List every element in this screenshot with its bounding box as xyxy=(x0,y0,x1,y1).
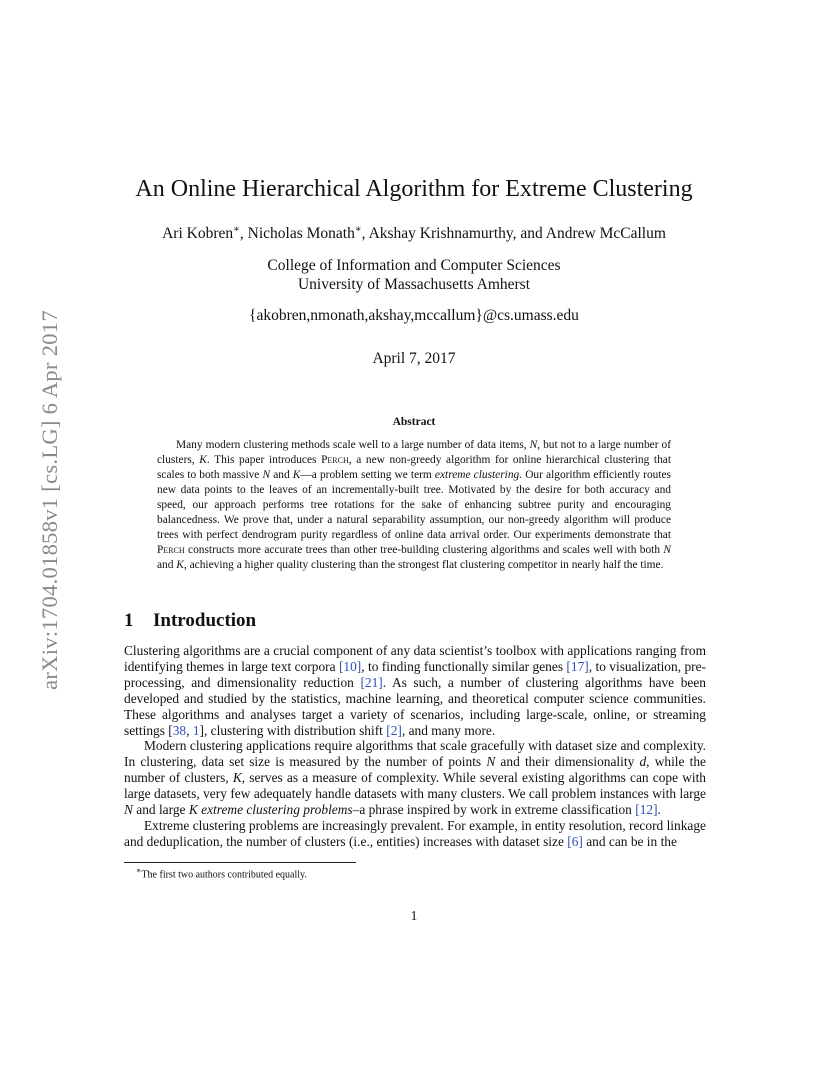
author-name: , Akshay Krishnamurthy, and Andrew McCallum xyxy=(361,225,666,243)
footnote-text: The first two authors contributed equally. xyxy=(141,869,307,881)
footnote-mark: ∗ xyxy=(136,866,142,875)
footnote xyxy=(136,866,307,880)
body-paragraph: Modern clustering applications require algorithms that scale gracefully with dataset size and complexity. In clustering, data set size is measured by the number of points N and their dimensionality d, while the number of clusters, K, serves as a measure of complexity. While several existing algorithms can cope with large datasets, very few adequately handle datasets with many clusters. We call problem instances with large N and large K extreme clustering problems–a phrase inspired by work in extreme classification [12]. xyxy=(124,738,707,818)
body-paragraph: Extreme clustering problems are increasingly prevalent. For example, in entity resolution, record linkage and deduplication, the number of clusters (i.e., entities) increases with dataset size [6] and can be in the xyxy=(124,817,706,849)
affiliation-line: University of Massachusetts Amherst xyxy=(297,276,531,293)
affiliation-line: College of Information and Computer Sciences xyxy=(267,257,561,274)
paper-date: April 7, 2017 xyxy=(372,350,456,367)
section-title: Introduction xyxy=(153,610,257,631)
section-number: 1 xyxy=(124,610,134,631)
citation-link[interactable]: [10] xyxy=(338,658,362,674)
emphasis: extreme clustering problems xyxy=(201,802,353,818)
page-number: 1 xyxy=(410,908,418,923)
author-name: Ari Kobren xyxy=(162,225,234,243)
body-paragraph: Clustering algorithms are a crucial component of any data scientist’s toolbox with applications ranging from identifying themes in large text corpora [10], to finding functionally similar genes [17], to visualization, pre-processing, and dimensionality reduction [21]. As such, a number of clustering algorithms have been developed and studied by the statistics, machine learning, and theoretical computer science communities. These algorithms and analyses target a variety of scenarios, including large-scale, online, or streaming settings [38, 1], clustering with distribution shift [2], and many more. xyxy=(124,643,706,738)
citation-link[interactable]: 38 xyxy=(172,722,187,738)
author-footnote-mark: ∗ xyxy=(354,224,362,235)
abstract-heading: Abstract xyxy=(392,416,436,428)
introduction-text xyxy=(124,643,706,850)
abstract-paragraph: Many modern clustering methods scale well to a large number of data items, N, but not to a large number of clusters, K. This paper introduces Perch, a new non-greedy algorithm for online hierarchical clustering that scales to both massive N and K—a problem setting we term extreme clustering. Our algorithm efficiently routes new data points to the leaves of an incrementally-built tree. Motivated by the desire for both accuracy and speed, our approach performs tree rotations for the sake of enhancing subtree purity and encouraging balancedness. We prove that, under a natural separability assumption, our non-greedy algorithm will produce trees with perfect dendrogram purity regardless of online data arrival order. Our experiments demonstrate that Perch constructs more accurate trees than other tree-building clustering algorithms and scales well with both N and K, achieving a higher quality clustering than the strongest flat clustering competitor in nearly half the time. xyxy=(157,439,671,571)
citation-link[interactable]: [6] xyxy=(567,833,583,849)
author-footnote-mark: ∗ xyxy=(233,224,240,235)
section-heading xyxy=(124,610,256,632)
algorithm-name: Perch xyxy=(321,454,349,466)
citation-link[interactable]: 1 xyxy=(192,722,200,738)
arxiv-identifier: arXiv:1704.01858v1 [cs.LG] 6 Apr 2017 xyxy=(37,310,62,690)
citation-link[interactable]: [2] xyxy=(386,722,402,738)
author-emails: {akobren,nmonath,akshay,mccallum}@cs.umass.edu xyxy=(249,307,579,324)
paper-title: An Online Hierarchical Algorithm for Extreme Clustering xyxy=(135,176,693,202)
author-list xyxy=(0,224,828,243)
abstract-body xyxy=(157,438,671,573)
affiliation xyxy=(0,256,828,294)
citation-link[interactable]: [12] xyxy=(635,802,658,818)
footnote-divider xyxy=(124,862,356,863)
citation-link[interactable]: [17] xyxy=(566,658,589,674)
author-name: , Nicholas Monath xyxy=(239,225,355,243)
algorithm-name: Perch xyxy=(157,544,185,556)
emphasis: extreme clustering xyxy=(434,469,520,481)
citation-link[interactable]: [21] xyxy=(360,674,383,690)
